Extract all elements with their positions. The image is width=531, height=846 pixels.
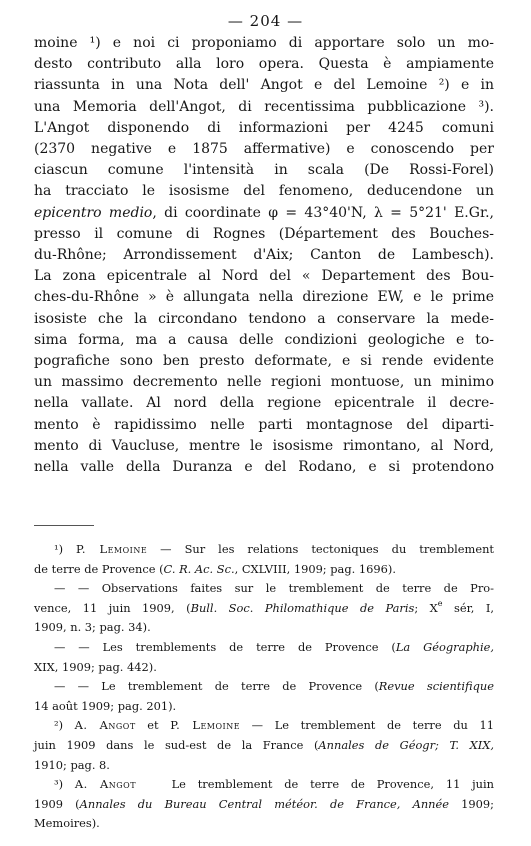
text-line: du-Rhône; Arrondissement d'Aix; Canton de Lambesch). [34,247,494,264]
footnote-author: P. Lemoine [170,718,241,733]
footnote-3-line [34,775,494,795]
footnote-1-line [34,560,494,580]
footnote-1c-line: XIX, 1909; pag. 442). [34,659,157,674]
footnote-text: de terre de Provence ( [34,561,164,576]
footnote-text: — — Les tremblements de terre de Provence ( [54,639,396,654]
footnote-text: juin 1909 dans le sud-est de la France ( [34,737,319,752]
footnote-1b-line: — — Observations faites sur le tremblement de terre de Pro- [54,581,494,596]
footnote-text: Le tremblement de terre de Provence, 11 juin [136,777,494,792]
footnote-text: , CXLVIII, 1909; pag. 1696). [234,561,396,576]
footnote-author: P. Lemoine [76,542,148,556]
footnote-text: — — Le tremblement de terre de Provence ( [54,679,379,694]
superscript: e [437,598,443,608]
text-line: nella valle della Duranza e del Rodano, e si protendono [34,459,494,476]
footnote-text: 1909 ( [34,796,80,811]
footnote-text: — Sur les relations tectoniques du tremblement [147,542,494,556]
text-line: L'Angot disponendo di informazioni per 4245 comuni [34,119,494,136]
text-line: un massimo decremento nelle regioni montuose, un minimo [34,374,494,391]
text-line: desto contributo alla loro opera. Questa è ampiamente [34,56,494,73]
footnote-1b-line: 1909, n. 3; pag. 34). [34,620,151,635]
text-line: mento di Vaucluse, mentre le isosisme rimontano, al Nord, [34,437,494,454]
text-line: ciascun comune l'intensità in scala (De Rossi-Forel) [34,162,494,179]
journal-title: Annales de Géogr; T. XIX, [318,737,494,752]
text-line: presso il comune di Rognes (Département des Bouches- [34,225,494,242]
footnote-1b-line [34,599,494,619]
emphasized-term: epicentro medio [34,204,153,221]
footnote-3-line: Memoires). [34,816,100,831]
footnote-marker: ¹) [54,542,64,556]
text-line: ha tracciato le isosisme del fenomeno, deducendone un [34,183,494,200]
footnote-author: A. Angot [74,777,137,792]
text-line: una Memoria dell'Angot, di recentissima pubblicazione ³). [34,98,494,115]
footnote-text: vence, 11 juin 1909, ( [34,600,191,615]
footnotes [34,540,494,834]
footnote-marker: ³) [54,777,64,792]
text-line: La zona epicentrale al Nord del « Departement des Bou- [34,268,494,285]
footnote-text: ; X [414,600,438,615]
text-line: nella vallate. Al nord della regione epicentrale il decre- [34,395,494,412]
text-line: isosiste che la circondano tendono a conservare la mede- [34,310,494,327]
journal-title: Revue scientifique [378,679,494,694]
journal-title: Annales du Bureau Central météor. de France, Année [79,796,449,811]
text-line: epicentro medio, di coordinate φ = 43°40'N, λ = 5°21' E.Gr., [34,204,494,221]
footnote-author: A. Angot [74,718,136,733]
journal-title: La Géographie, [395,639,494,654]
footnote-text: 1909; [448,796,495,811]
text-line: riassunta in una Nota dell' Angot e del Lemoine ²) e in [34,77,494,94]
text-line: sima forma, ma a causa delle condizioni geologiche e to- [34,331,494,348]
footnote-1-line [34,540,494,560]
footnote-1c-line [34,638,494,658]
text-line: ches-du-Rhône » è allungata nella direzione EW, e le prime [34,289,494,306]
footnote-2-line [34,716,494,736]
footnote-text: sér, I, [442,600,494,615]
footnote-3-line [34,795,494,815]
text-line: pografiche sono ben presto deformate, e si rende evidente [34,353,494,370]
journal-title: Bull. Soc. Philomathique de Paris [190,600,415,615]
page-number: — 204 — [227,12,304,30]
footnote-2-line: 1910; pag. 8. [34,757,110,772]
journal-title: C. R. Ac. Sc. [163,561,235,576]
footnote-marker: ²) [54,718,64,733]
footnote-1d-line [34,677,494,697]
text-line: mento è rapidissimo nelle parti montagnose del diparti- [34,416,494,433]
footnote-separator [34,525,94,526]
text-line: (2370 negative e 1875 affermative) e conoscendo per [34,141,494,158]
footnote-1d-line: 14 août 1909; pag. 201). [34,698,177,713]
footnote-2-line [34,736,494,756]
text-line: moine ¹) e noi ci proponiamo di apportare solo un mo- [34,35,494,51]
footnote-text: et [135,718,171,733]
footnote-text: — Le tremblement de terre du 11 [240,718,495,733]
main-text [34,33,494,478]
